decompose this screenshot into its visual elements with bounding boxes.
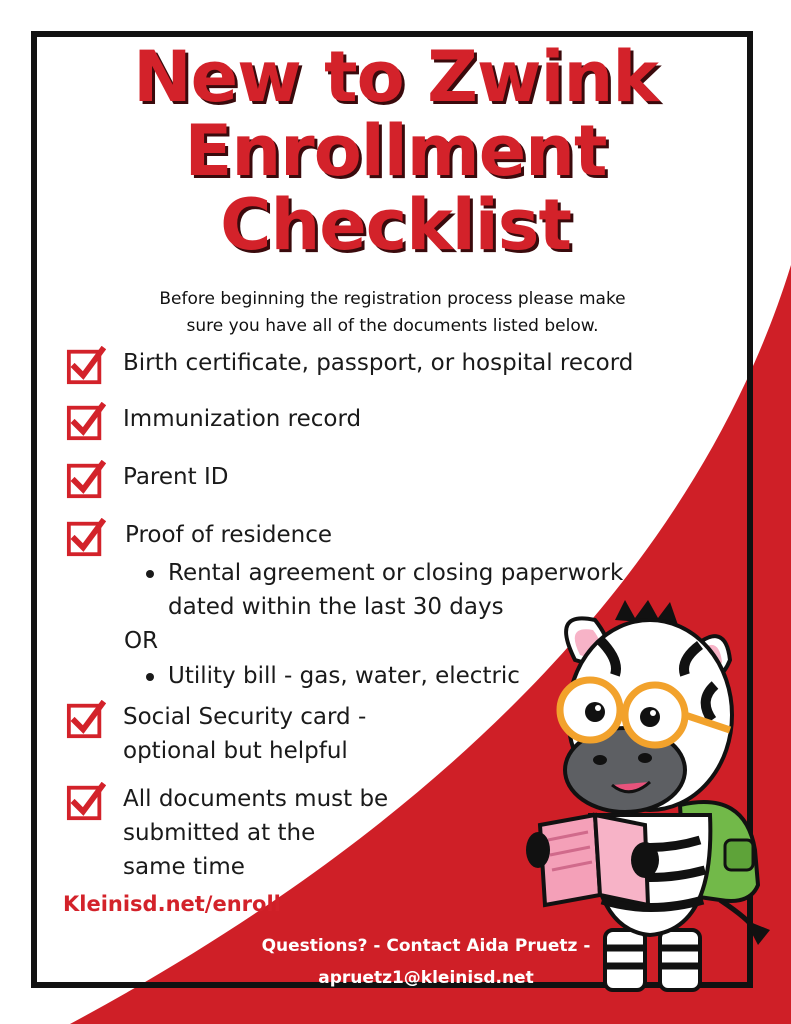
checkbox-checked-icon: [66, 700, 106, 740]
contact-line-1: Questions? - Contact Aida Pruetz -: [261, 936, 591, 956]
or-label: OR: [124, 628, 159, 654]
item-label-line-2: submitted at the: [123, 820, 316, 846]
item-label: Parent ID: [123, 464, 229, 490]
checkbox-checked-icon: [66, 782, 106, 822]
intro-line-1: Before beginning the registration process please make: [159, 289, 626, 309]
item-label: Immunization record: [123, 406, 362, 432]
item-label-line-1: Social Security card -: [123, 704, 367, 730]
residence-option-1-line-1: Rental agreement or closing paperwork: [168, 560, 624, 586]
checkbox-checked-icon: [66, 518, 106, 558]
title-line-2: Enrollment: [184, 110, 607, 192]
item-label-line-2: optional but helpful: [123, 738, 348, 764]
checkbox-checked-icon: [66, 402, 106, 442]
page-title: [0, 36, 791, 266]
item-label-line-1: All documents must be: [123, 786, 389, 812]
zebra-mascot-illustration: [520, 600, 780, 1000]
residence-option-2: Utility bill - gas, water, electric: [168, 663, 520, 689]
title-line-3: Checklist: [220, 184, 571, 266]
intro-line-2: sure you have all of the documents listed below.: [186, 316, 599, 336]
title-line-1: New to Zwink: [133, 36, 658, 118]
checkbox-checked-icon: [66, 346, 106, 386]
item-label: Birth certificate, passport, or hospital record: [123, 350, 634, 376]
residence-option-1-line-2: dated within the last 30 days: [168, 594, 504, 620]
checkbox-checked-icon: [66, 460, 106, 500]
bullet-icon: [146, 673, 154, 681]
item-label-line-3: same time: [123, 854, 245, 880]
intro-text: [120, 286, 665, 340]
enroll-link[interactable]: Kleinisd.net/enroll: [63, 892, 281, 916]
contact-email[interactable]: apruetz1@kleinisd.net: [318, 968, 534, 988]
item-label: Proof of residence: [125, 522, 333, 548]
bullet-icon: [146, 570, 154, 578]
